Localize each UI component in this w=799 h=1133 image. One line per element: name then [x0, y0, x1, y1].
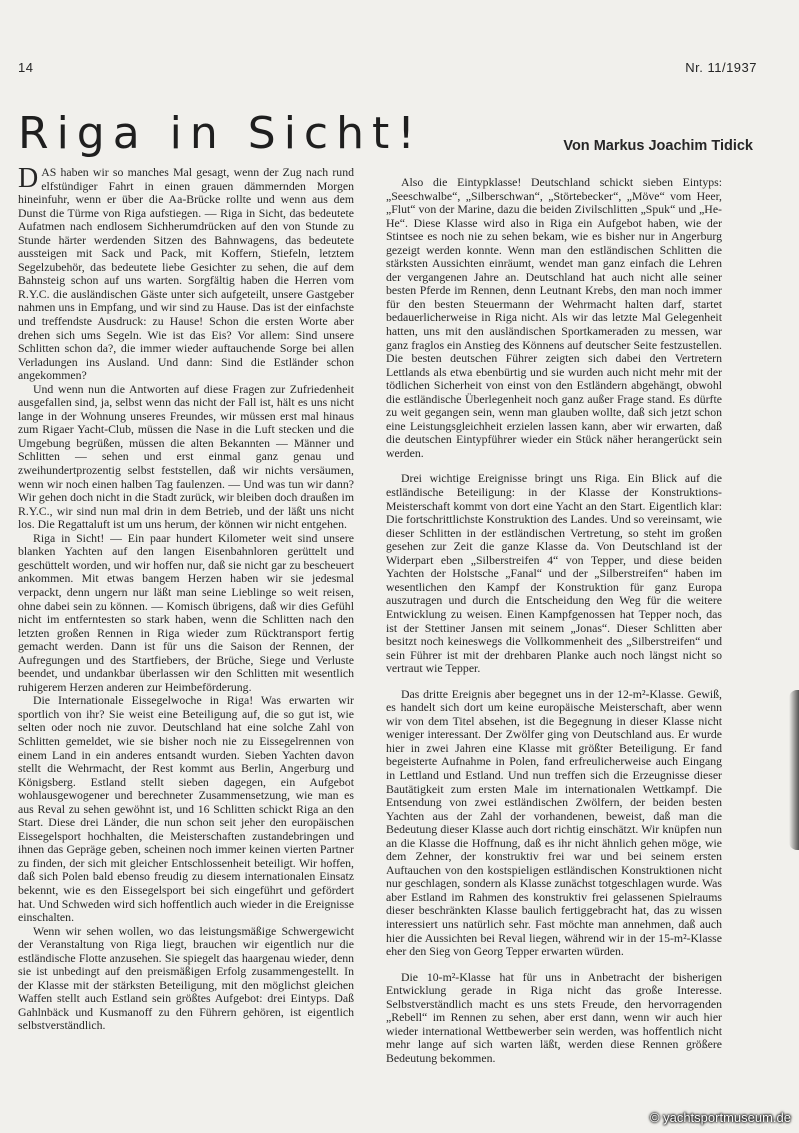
paragraph: Und wenn nun die Antworten auf diese Fragen zur Zufriedenheit ausgefallen sind, ja, selbst wenn das nicht der Fall ist, hält es uns nicht lange in der Wohnung unseres Freundes, wir müssen erst mal hinaus zum Rigaer Yacht-Club, müssen die Nase in die Luft stecken und die Umgebung begrüßen, müssen die alten Bekannten — Männer und Schlitten — sehen und erst einmal ganz genau und zweihundertprozentig selbst feststellen, daß wir nichts versäumen, wenn wir noch einen halben Tag faulenzen. — Und was tun wir dann? Wir gehen doch nicht in die Stadt zurück, wir bleiben doch draußen im R.Y.C., wir sind nun mal drin in dem Betrieb, und der läßt uns nicht los. Die Regattaluft ist um uns herum, der können wir nicht entgehen.: [18, 381, 354, 532]
page-number: 14: [18, 60, 34, 75]
paragraph: Die Internationale Eissegelwoche in Riga! Was erwarten wir sportlich von ihr? Sie weist eine Beteiligung auf, die so gut ist, wie selten oder noch nie zuvor. Deutschland hat eine solche Zahl von Schlitten gemeldet, wie sie bisher noch nie zu Eissegelrennen von einem Land in ein anderes entsandt wurden. Sieben Yachten davon stellt die Wehrmacht, der Rest kommt aus Berlin, Angerburg und Königsberg. Estland stellt sieben dagegen, ein Aufgebot wohlausgewogener und berechneter Zusammensetzung, wie man es aus Reval zu sehen gewöhnt ist, und 16 Schlitten schickt Riga an den Start. Diese drei Länder, die nun schon seit jeher den europäischen Eissegelsport hochhalten, die Meisterschaften zustandebringen und ihnen das Gepräge geben, scheinen noch immer keinen vierten Partner zu finden, der sich mit gleicher Entschlossenheit beteiligt. Wir hoffen, daß sich Polen bald ebenso freudig zu diesem internationalen Einsatz bekennt, wie es den Eissegelsport bei sich eingeführt und gefördert hat. Und Schweden wird sich hoffentlich auch wieder in die Ereignisse einschalten.: [18, 693, 354, 925]
issue-number: Nr. 11/1937: [685, 60, 757, 75]
drop-cap: D: [18, 163, 39, 194]
paragraph: Also die Eintypklasse! Deutschland schickt sieben Eintyps: „Seeschwalbe“, „Silberschwan“, „Störtebecker“, „Möve“ vom Heer, „Flut“ von der Marine, dazu die beiden Zivilschlitten „Spuk“ und „He-He“. Diese Klasse wird also in Riga ein Aufgebot haben, wie der Stintsee es noch nie zu sehen bekam, wie es bisher nur in Angerburg gezeigt werden konnte. Wenn man den estländischen Schlitten die stärksten Aussichten einräumt, wendet man ganz einfach die Lehren der vergangenen Jahre an. Deutschland hat auch nicht alle seiner besten Pferde im Rennen, denn Leutnant Krebs, den man noch immer für den besten Steuermann der Wehrmacht halten darf, startet bedauerlicherweise in Riga nicht. Als wir das letzte Mal Gelegenheit hatten, uns mit den ausländischen Sportkameraden zu messen, war ganz fraglos ein Anstieg des Könnens auf deutscher Seite festzustellen. Die besten deutschen Führer zeigten sich dabei den Vertretern Lettlands als etwa ebenbürtig und sie wurden auch nicht mehr mit der tödlichen Sicherheit von einst von den Estländern abgehängt, obwohl die estländische Überlegenheit noch ganz außer Frage stand. Es dürfte zu weit gegangen sein, wenn man glauben wollte, daß sich jetzt schon eine Leistungsgleichheit erzielen lassen kann, aber wir erwarten, daß die deutschen Eintypführer wieder ein Stück näher herangerückt sein werden.: [386, 175, 722, 460]
article-author: Von Markus Joachim Tidick: [563, 138, 753, 154]
left-column: [18, 163, 354, 1033]
paragraph: DAS haben wir so manches Mal gesagt, wenn der Zug nach rund elfstündiger Fahrt in einen grauen dämmernden Morgen hineinfuhr, wenn er über die Aa-Brücke rollte und wenn aus dem Dunst die Türme von Riga aufstiegen. — Riga in Sicht, das bedeutete Aufatmen nach endlosem Sichherumdrücken auf den von Stunde zu Stunde härter werdenden Sitzen des Bahnwagens, das bedeutete aussteigen mit Sack und Pack, mit Koffern, Stiefeln, letztem Segelzubehör, das bedeutete liebe Gesichter zu sehen, die auf dem Bahnsteig schon auf uns warten. Sorgfältig haben die Herren vom R.Y.C. die ausländischen Gäste unter sich aufgeteilt, unsere Gastgeber nahmen uns in Empfang, und wir sind zu Hause. Das ist der einfachste und treffendste Ausdruck: zu Hause! Schon die ersten Worte aber drehen sich ums Segeln. Wie ist das Eis? Vor allem: Sind unsere Schlitten schon da?, die immer wieder auftauchende Sorge bei allen Verladungen ins Ausland. Und dann: Sind die Estländer schon angekommen?: [18, 163, 354, 383]
watermark: © yachtsportmuseum.de: [649, 1110, 791, 1125]
paragraph: Das dritte Ereignis aber begegnet uns in der 12-m²-Klasse. Gewiß, es handelt sich dort um keine europäische Meisterschaft, aber wenn wir von dem Titel absehen, ist die Begegnung in dieser Klasse nicht weniger interessant. Der Zwölfer ging von Deutschland aus. Er wurde hier in zwei Jahren eine Klasse mit größter Beteiligung. Er fand begeisterte Aufnahme in Polen, fand erfreulicherweise auch Eingang in Lettland und Estland. Und nun treffen sich die Erzeugnisse dieser Bautätigkeit zum ersten Male im internationalen Wettkampf. Die Entsendung von zwei estländischen Zwölfern, der beiden besten Yachten aus der Zahl der vorhandenen, beweist, daß man die Bedeutung dieser Klasse auch dort richtig einschätzt. Wir knüpfen nun an die Klasse die Hoffnung, daß es ihr nicht ähnlich gehen möge, wie dem Zehner, der konstruktiv frei war und bei seinem ersten Auftauchen von den kostspieligen estländischen Konstruktionen nicht nur geschlagen, sondern als Klasse zunächst totgeschlagen wurde. Was aber Estland im Rahmen des konstruktiv frei gelassenen Spielraums dieser beschränkten Klasse baulich fertiggebracht hat, das zu wissen interessiert uns natürlich sehr. Fast möchte man annehmen, daß auch hier die Aussichten bei Reval liegen, während wir in der 15-m²-Klasse eher den Sieg von Georg Tepper erwarten würden.: [386, 686, 722, 959]
paragraph: Die 10-m²-Klasse hat für uns in Anbetracht der bisherigen Entwicklung gerade in Riga nicht das große Interesse. Selbstverständlich macht es uns stets Freude, den hervorragenden „Rebell“ im Rennen zu sehen, aber erst dann, wenn wir auch hier wieder international Wettbewerber sein werden, was hoffentlich nicht mehr lange auf sich warten läßt, werden diese Rennen größere Bedeutung bekommen.: [386, 969, 722, 1065]
right-column: [386, 176, 722, 1065]
paragraph: Wenn wir sehen wollen, wo das leistungsmäßige Schwergewicht der Veranstaltung von Riga liegt, brauchen wir eigentlich nur die estländische Flotte anzusehen. Sie spiegelt das haargenau wieder, denn sie ist unbedingt auf den preismäßigen Erfolg zusammengestellt. In der Klasse mit der stärksten Beteiligung, mit den möglichst gleichen Waffen stellt auch Estland sein größtes Aufgebot: drei Eintyps. Daß Gahlnbäck und Kusmanoff zu den Führern gehören, ist eigentlich selbstverständlich.: [18, 923, 354, 1033]
paragraph: Drei wichtige Ereignisse bringt uns Riga. Ein Blick auf die estländische Beteiligung: in der Klasse der Konstruktions-Meisterschaft kommt von dort eine Yacht an den Start. Eigentlich klar: Die fortschrittlichste Konstruktion des Landes. Und so vereinsamt, wie dieser Schlitten in der estländischen Vertretung, so steht im großen gesehen zur Zeit die ganze Klasse da. Von Deutschland ist der Widerpart eben „Silberstreifen 4“ von Tepper, und diese beiden Yachten der Holstsche „Fanal“ und der „Silberstreifen“ haben im wesentlichen den Kampf der Konstruktion für ganz Europa auszutragen und durch die Entscheidung den Weg für die weitere Entwicklung zu weisen. Einen Kampfgenossen hat Tepper noch, das ist der Stettiner Jansen mit seinem „Jonas“. Dieser Schlitten aber besitzt noch keineswegs die Vollkommenheit des „Silberstreifen“ und sein Führer ist mit der drehbaren Planke auch noch längst nicht so vertraut wie Tepper.: [386, 471, 722, 676]
paragraph: Riga in Sicht! — Ein paar hundert Kilometer weit sind unsere blanken Yachten auf den langen Eisenbahnloren gerüttelt und geschüttelt worden, und wir hoffen nur, daß sie nicht gar zu bescheuert ankommen. Mit etwas bangem Herzen haben wir sie jedesmal verpackt, denn ungern nur läßt man seine Lieblinge so weit reisen, ohne dabei sein zu können. — Komisch übrigens, daß wir dies Gefühl nicht im entferntesten so stark haben, wenn die Schlitten nach den letzten großen Rennen in Riga wieder zum Rücktransport fertig gemacht werden. Dann ist für uns die Saison der Rennen, der Aufregungen und des Startfiebers, der Brüche, Siege und Verluste beendet, und undankbar überlassen wir den Schlitten mit wesentlich ruhigerem Herzen anderen zur Heimbeförderung.: [18, 530, 354, 694]
page-edge-shadow: [789, 690, 799, 850]
article-title: Riga in Sicht!: [18, 108, 423, 159]
